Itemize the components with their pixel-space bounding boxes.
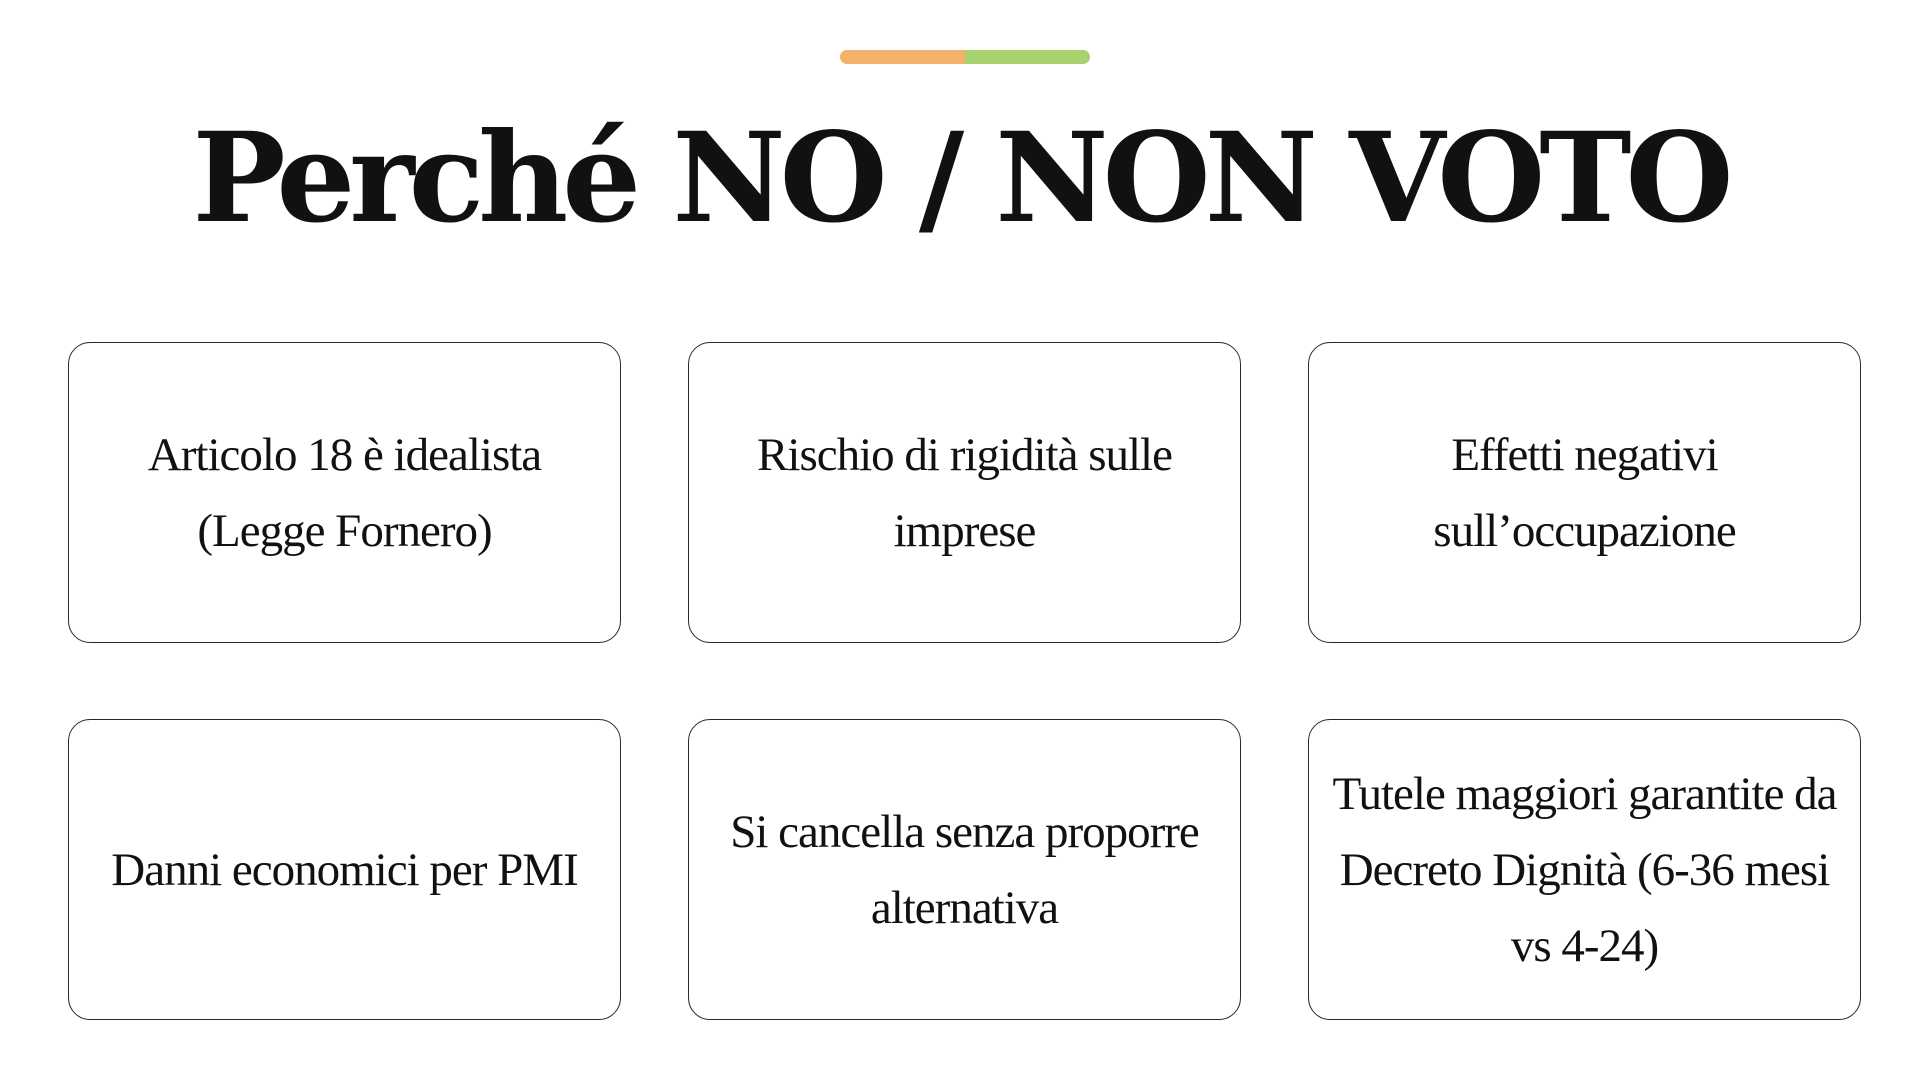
card-tutele-maggiori [1308,719,1861,1020]
page-title: Perché NO / NON VOTO [192,106,1728,251]
card-rischio-rigidita [688,342,1241,643]
card-text: Tutele maggiori garantite da Decreto Dignità (6-36 mesi vs 4-24) [1332,767,1837,972]
card-grid [68,342,1862,1020]
accent-bar [840,50,1090,64]
card-articolo-18 [68,342,621,643]
accent-bar-orange [840,50,965,64]
card-text: Si cancella senza proporre alternativa [730,805,1199,934]
accent-bar-green [965,50,1090,64]
card-text: Rischio di rigidità sulle imprese [757,428,1172,557]
card-effetti-negativi [1308,342,1861,643]
card-danni-economici [68,719,621,1020]
card-text: Effetti negativi sull’occupazione [1433,428,1736,557]
card-text: Danni economici per PMI [111,843,578,896]
card-text: Articolo 18 è idealista (Legge Fornero) [147,428,542,557]
card-si-cancella [688,719,1241,1020]
